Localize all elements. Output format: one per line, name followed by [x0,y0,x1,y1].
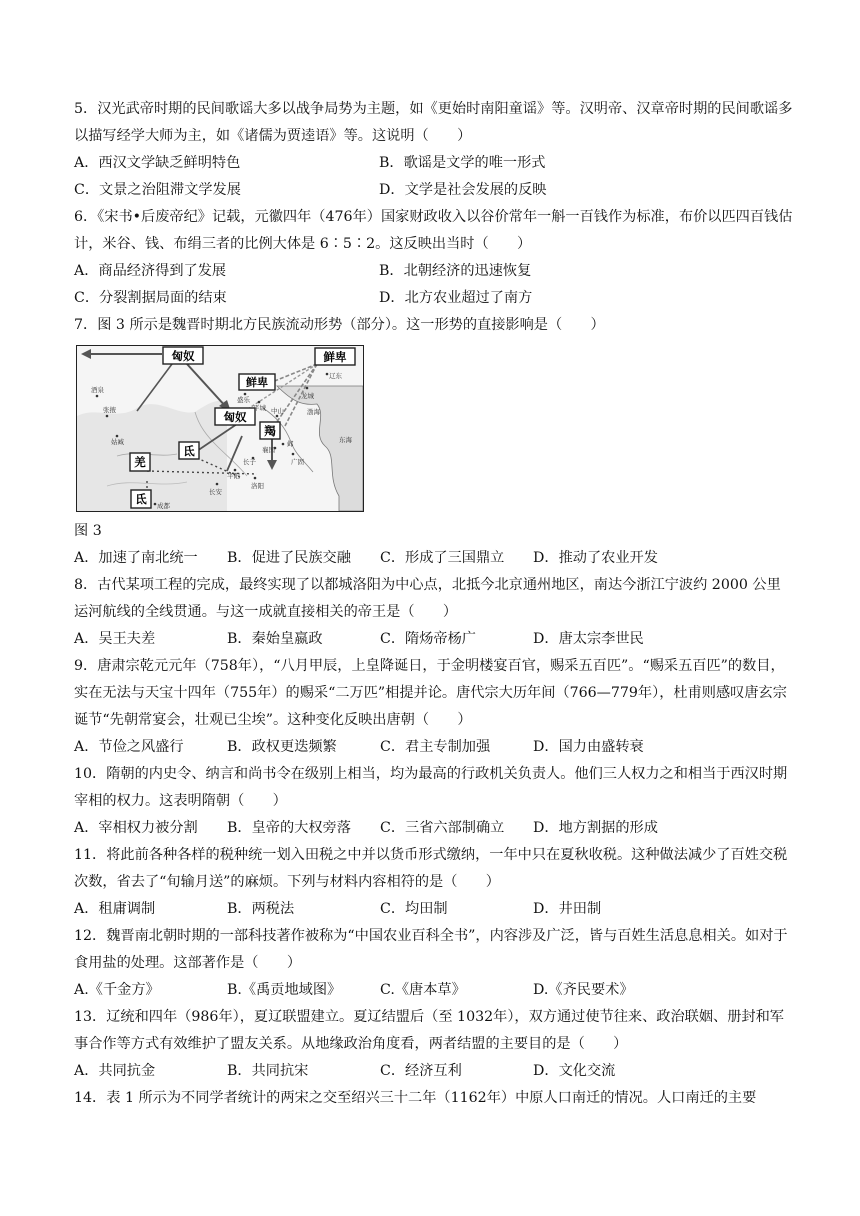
option[interactable]: C．形成了三国鼎立 [380,550,505,566]
option[interactable]: D．唐太宗李世民 [533,631,644,647]
svg-text:匈奴: 匈奴 [223,410,247,424]
place-pingyang: 平阳 [227,472,240,480]
tribe-label-qiang [130,453,150,471]
figure-3-caption: 图 3 [74,523,102,539]
option[interactable]: C．分裂割据局面的结束 [74,290,227,306]
option[interactable]: B．秦始皇嬴政 [227,631,323,647]
place-bohai: 渤海 [307,408,320,416]
option[interactable]: D．北方农业超过了南方 [379,290,533,306]
option[interactable]: C．文景之治阻滞文学发展 [74,182,241,198]
place-changzi: 长子 [243,458,256,466]
option[interactable]: D．地方割据的形成 [533,820,658,836]
svg-text:羯: 羯 [264,424,276,438]
option[interactable]: B.《禹贡地域图》 [227,982,342,998]
option[interactable]: D．推动了农业开发 [533,550,658,566]
svg-text:鲜卑: 鲜卑 [323,350,347,364]
svg-text:氐: 氐 [135,492,147,506]
option[interactable]: B．皇帝的大权旁落 [227,820,351,836]
tribe-label-xiongnu-1 [163,347,203,364]
option[interactable]: D．文化交流 [533,1063,616,1079]
option[interactable]: B．两税法 [227,901,295,917]
place-guzang: 姑臧 [111,438,124,446]
question-13-options [74,1058,794,1085]
option[interactable]: D．国力由盛转衰 [533,739,644,755]
place-zhangye: 张掖 [103,406,116,414]
option[interactable]: B．政权更迭频繁 [227,739,337,755]
option[interactable]: B．促进了民族交融 [227,550,351,566]
question-7-options [74,545,794,572]
option[interactable]: B．共同抗宋 [227,1063,309,1079]
migration-map-svg [77,346,363,511]
option[interactable]: D．文学是社会发展的反映 [379,182,547,198]
place-guanggu: 广固 [291,458,304,466]
option[interactable]: A．加速了南北统一 [74,550,198,566]
question-13-stem: 13．辽统和四年（986年），夏辽联盟建立。夏辽结盟后（至 1032年），双方通过使节往来、政治联姻、册封和军事合作等方式有效维护了盟友关系。从地缘政治角度看，两者结盟的主要目的是（ ） [74,1009,784,1052]
option[interactable]: A．节俭之风盛行 [74,739,184,755]
question-12-options [74,977,794,1004]
question-5-options [74,150,794,204]
exam-page [74,96,794,1112]
question-6-options [74,258,794,312]
place-longcheng: 龙城 [301,392,314,400]
question-8-options [74,626,794,653]
svg-text:匈奴: 匈奴 [171,349,195,363]
question-9-stem: 9．唐肃宗乾元元年（758年），“八月甲辰，上皇降诞日，于金明楼宴百官，赐采五百匹”。“赐采五百匹”的数目，实在无法与天宝十四年（755年）的赐采“二万匹”相提并论。唐代宗大历年间（766—779年），杜甫则感叹唐玄宗诞节“先朝常宴会，壮观已尘埃”。这种变化反映出唐朝（ ） [74,658,787,728]
question-10-stem: 10．隋朝的内史令、纳言和尚书令在级别上相当，均为最高的行政机关负责人。他们三人权力之和相当于西汉时期宰相的权力。这表明隋朝（ ） [74,766,788,809]
place-luoyang: 洛阳 [251,482,264,490]
option[interactable]: A．宰相权力被分割 [74,820,198,836]
option[interactable]: B．歌谣是文学的唯一形式 [379,155,546,171]
option[interactable]: C．三省六部制确立 [380,820,505,836]
svg-text:鲜卑: 鲜卑 [246,376,268,389]
question-12-stem: 12．魏晋南北朝时期的一部科技著作被称为“中国农业百科全书”，内容涉及广泛，皆与百姓生活息息相关。如对于食用盐的处理。这部著作是（ ） [74,928,788,971]
option[interactable]: A．租庸调制 [74,901,156,917]
place-changan: 长安 [209,488,222,496]
place-shengle: 盛乐 [237,396,250,404]
tribe-label-xianbei-1 [315,348,355,365]
option[interactable]: D．井田制 [533,901,602,917]
tribe-label-jie [260,422,280,439]
option[interactable]: C．隋炀帝杨广 [380,631,476,647]
tribe-label-xianbei-2 [239,374,275,390]
option[interactable]: C．均田制 [380,901,448,917]
tribe-label-di-2 [131,490,151,508]
place-zhongshan: 中山 [271,407,284,415]
place-xiangguo: 襄国 [262,446,275,454]
tribe-label-xiongnu-2 [215,408,255,425]
place-donghai: 东海 [339,436,352,444]
option[interactable]: C．经济互利 [380,1063,462,1079]
option[interactable]: C．君主专制加强 [380,739,491,755]
migration-map-figure [76,345,364,512]
option[interactable]: A．共同抗金 [74,1063,156,1079]
question-8-stem: 8．古代某项工程的完成，最终实现了以都城洛阳为中心点，北抵今北京通州地区，南达今浙江宁波约 2000 公里运河航线的全线贯通。与这一成就直接相关的帝王是（ ） [74,577,781,620]
tribe-label-di-1 [179,442,199,459]
place-jiuquan: 酒泉 [91,386,104,394]
place-liaodong: 辽东 [329,372,342,380]
question-14-stem: 14．表 1 所示为不同学者统计的两宋之交至绍兴三十二年（1162年）中原人口南迁的情况。人口南迁的主要 [74,1090,757,1106]
question-6-stem: 6．《宋书•后废帝纪》记载，元徽四年（476年）国家财政收入以谷价常年一斛一百钱作为标准，布价以匹四百钱估计，米谷、钱、布绢三者的比例大体是 6∶5∶2。这反映出当时（ ） [74,209,793,252]
question-9-options [74,734,794,761]
svg-text:羌: 羌 [134,455,146,469]
option[interactable]: B．北朝经济的迅速恢复 [379,263,532,279]
option[interactable]: A．吴王夫差 [74,631,156,647]
svg-text:氐: 氐 [183,444,195,458]
option[interactable]: A．西汉文学缺乏鲜明特色 [74,155,241,171]
option[interactable]: A.《千金方》 [74,982,160,998]
question-7-stem: 7．图 3 所示是魏晋时期北方民族流动形势（部分）。这一形势的直接影响是（ ） [74,317,605,333]
question-10-options [74,815,794,842]
option[interactable]: C.《唐本草》 [380,982,466,998]
option[interactable]: A．商品经济得到了发展 [74,263,227,279]
question-11-options [74,896,794,923]
place-pingcheng: 平城 [253,404,266,412]
place-ye: 邺 [287,440,294,448]
question-11-stem: 11．将此前各种各样的税种统一划入田税之中并以货币形式缴纳，一年中只在夏秋收税。这种做法减少了百姓交税次数，省去了“旬输月送”的麻烦。下列与材料内容相符的是（ ） [74,847,788,890]
place-chengdu: 成都 [157,502,170,510]
question-5-stem: 5．汉光武帝时期的民间歌谣大多以战争局势为主题，如《更始时南阳童谣》等。汉明帝、汉章帝时期的民间歌谣多以描写经学大师为主，如《诸儒为贾逵语》等。这说明（ ） [74,101,793,144]
option[interactable]: D.《齐民要术》 [533,982,634,998]
